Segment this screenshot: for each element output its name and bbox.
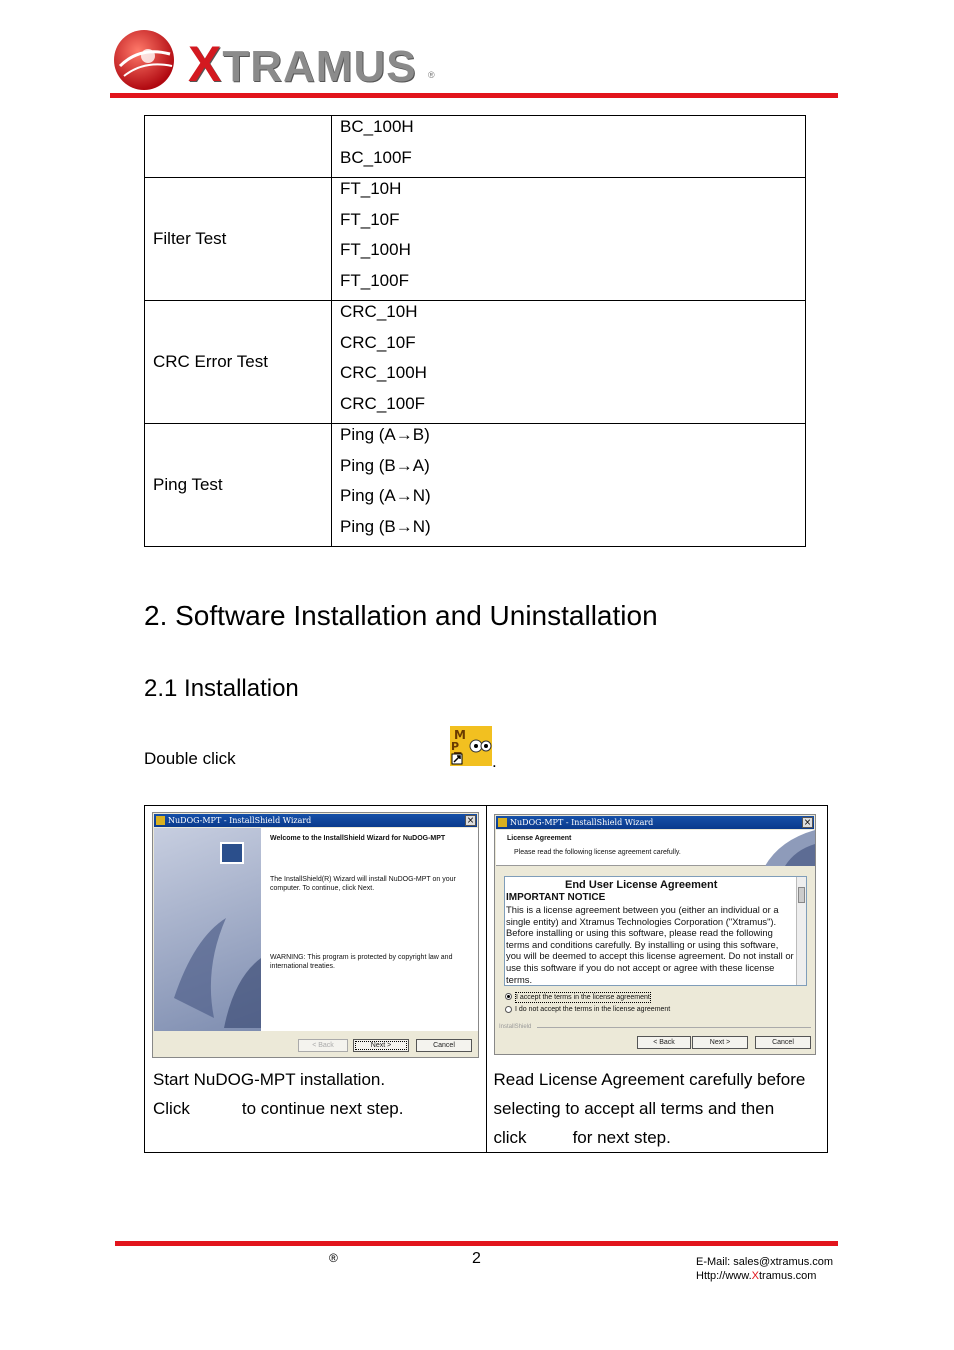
svg-text:M: M <box>454 728 466 742</box>
welcome-wizard-window <box>152 812 479 1058</box>
test-value: FT_10H <box>340 179 402 198</box>
cancel-button[interactable]: Cancel <box>416 1039 472 1052</box>
test-value: BC_100H <box>340 117 414 136</box>
next-button[interactable]: Next > <box>692 1036 748 1049</box>
instruction-text: Double click <box>144 749 236 768</box>
table-row <box>145 424 806 547</box>
license-header-subtitle: Please read the following license agreement carefully. <box>514 849 681 856</box>
decline-label[interactable]: I do not accept the terms in the license agreement <box>515 1006 671 1013</box>
license-header <box>496 830 815 866</box>
decline-radio[interactable] <box>505 1006 512 1013</box>
test-values-cell <box>332 301 806 424</box>
test-value: Ping (A→N) <box>340 486 431 505</box>
eula-textbox[interactable] <box>504 876 807 986</box>
footer-rule <box>115 1241 838 1246</box>
eula-scrollbar[interactable] <box>796 877 806 985</box>
license-wizard-window <box>494 814 816 1055</box>
eula-notice: IMPORTANT NOTICE <box>506 892 606 903</box>
footer-email: E-Mail: sales@xtramus.com <box>696 1256 834 1268</box>
test-values-cell <box>332 178 806 301</box>
test-value: Ping (A→B) <box>340 425 430 444</box>
test-value: FT_10F <box>340 209 400 229</box>
test-value: CRC_10H <box>340 302 418 321</box>
accept-label[interactable]: I accept the terms in the license agreement <box>516 994 650 1001</box>
test-name-cell <box>145 116 332 178</box>
table-row <box>145 116 806 178</box>
close-button[interactable]: × <box>803 818 812 828</box>
eula-title: End User License Agreement <box>565 879 718 891</box>
subsection-title: 2.1 Installation <box>144 675 299 702</box>
test-value: FT_100F <box>340 270 409 290</box>
caption-license: Read License Agreement carefully before selecting to accept all terms and then click for next step. <box>493 1070 806 1147</box>
installer-icon <box>156 816 165 825</box>
instruction-period: . <box>492 752 497 771</box>
test-value: Ping (B→N) <box>340 516 431 536</box>
wizard-titlebar: NuDOG-MPT - InstallShield Wizard × <box>496 816 814 829</box>
header-graphic <box>755 830 815 866</box>
installer-icon <box>498 818 507 827</box>
test-name-cell: CRC Error Test <box>145 301 332 424</box>
wizard-titlebar: NuDOG-MPT - InstallShield Wizard × <box>154 814 477 827</box>
test-value: FT_100H <box>340 240 411 259</box>
brand-divider <box>537 1027 811 1028</box>
test-name-cell: Filter Test <box>145 178 332 301</box>
footer-website: Http://www.Xtramus.com <box>696 1270 817 1282</box>
eula-body: This is a license agreement between you (either an individual or a single entity) and Xtramus Technologies Corporation ("Xtramus"). Before installing or using this software, please read the following terms and conditions carefully. By installing or using this software, you will be deemed to accept this license agreement. Do not install or use this software if you do not accept or agree with these license terms. <box>506 904 794 985</box>
table-row <box>145 301 806 424</box>
back-button[interactable]: < Back <box>637 1036 691 1049</box>
close-button[interactable]: × <box>466 816 475 826</box>
wizard-graphic <box>154 828 261 1031</box>
caption-welcome: Start NuDOG-MPT installation. Click to continue next step. <box>153 1070 404 1118</box>
test-value: CRC_100H <box>340 363 427 382</box>
test-value: CRC_100F <box>340 393 426 413</box>
back-button[interactable]: < Back <box>298 1039 348 1052</box>
test-value: CRC_10F <box>340 332 416 352</box>
test-value: BC_100F <box>340 147 412 167</box>
logo-wordmark: XTRAMUS <box>188 36 417 92</box>
scroll-thumb[interactable] <box>798 887 805 903</box>
footer-contact <box>696 1255 833 1283</box>
section-title: 2. Software Installation and Uninstallation <box>144 600 658 631</box>
license-header-title: License Agreement <box>507 835 572 842</box>
test-value: Ping (B→A) <box>340 455 430 475</box>
wizard-warning: WARNING: This program is protected by copyright law and international treaties. <box>270 954 453 970</box>
wizard-body: The InstallShield(R) Wizard will install NuDOG-MPT on your computer. To continue, click Next. <box>270 876 456 892</box>
installshield-brand: InstallShield <box>499 1024 532 1030</box>
cancel-button[interactable]: Cancel <box>755 1036 811 1049</box>
setup-icon <box>220 842 244 864</box>
footer-registered: ® <box>329 1251 338 1265</box>
tests-table <box>144 115 806 547</box>
svg-text:P: P <box>451 740 460 753</box>
accept-radio[interactable] <box>505 993 512 1000</box>
table-row <box>145 178 806 301</box>
wizard-heading: Welcome to the InstallShield Wizard for NuDOG-MPT <box>270 835 446 842</box>
next-button[interactable]: Next > <box>353 1039 409 1052</box>
wizard-side-panel <box>154 828 261 1031</box>
test-name-cell: Ping Test <box>145 424 332 547</box>
logo-registered: ® <box>428 70 435 80</box>
test-values-cell <box>332 424 806 547</box>
nudog-mpt-app-icon[interactable] <box>450 726 492 766</box>
logo-globe-icon <box>110 26 180 92</box>
xtramus-logo <box>110 26 450 92</box>
header-rule <box>110 93 838 98</box>
wizard-content <box>261 828 478 1031</box>
page-number: 2 <box>472 1250 481 1267</box>
test-values-cell <box>332 116 806 178</box>
